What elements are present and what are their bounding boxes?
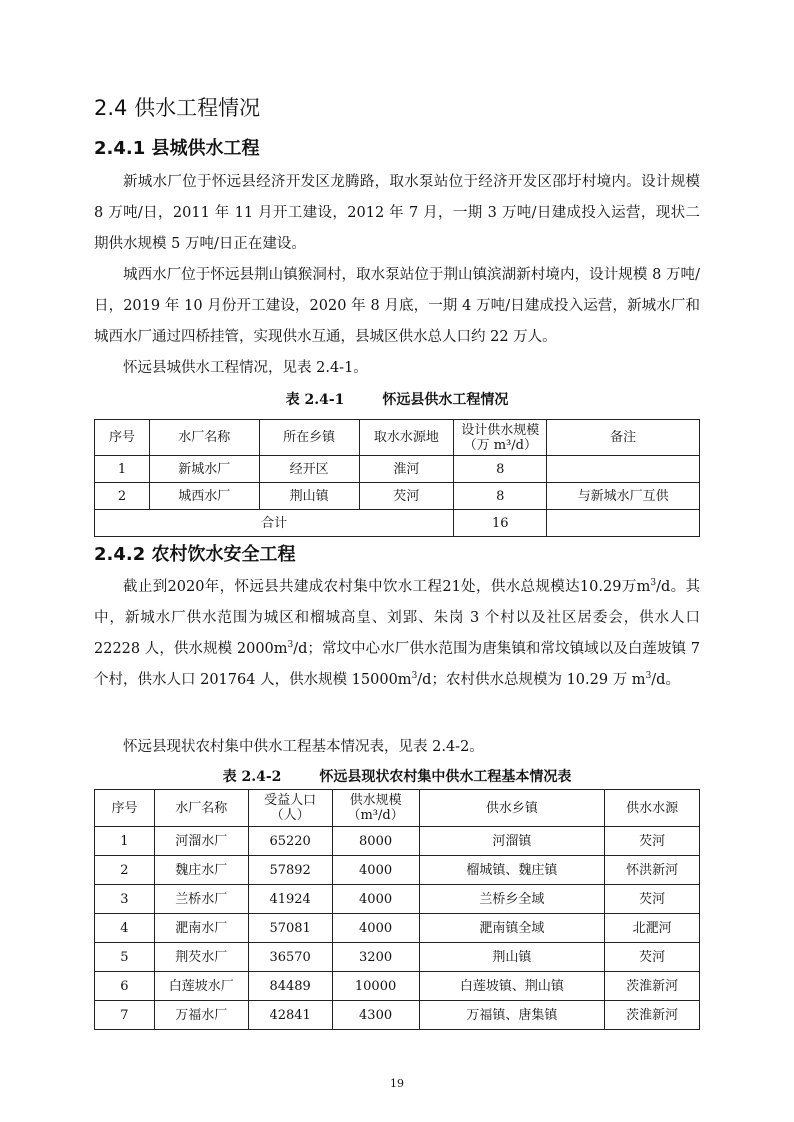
- table-cell: 2: [95, 483, 150, 510]
- table-cell: 北淝河: [605, 914, 700, 943]
- table-cell: 榴城镇、魏庄镇: [419, 856, 605, 885]
- table-cell: 城西水厂: [149, 483, 259, 510]
- text-run: /d。: [651, 672, 680, 688]
- table1-caption: [94, 389, 700, 409]
- table-header-cell: [248, 790, 332, 827]
- table-row: [95, 972, 700, 1001]
- table-cell: 万福水厂: [154, 1001, 248, 1030]
- table-header-cell: 水厂名称: [154, 790, 248, 827]
- table-row: [95, 885, 700, 914]
- table2-caption: [94, 766, 700, 786]
- table-cell: 怀洪新河: [605, 856, 700, 885]
- table-cell: 4: [95, 914, 155, 943]
- table-cell: 65220: [248, 827, 332, 856]
- table-header-line: （人）: [270, 808, 310, 823]
- table-cell: 芡河: [359, 483, 454, 510]
- section-title: 2.4 供水工程情况: [94, 96, 261, 120]
- table-cell: 河溜水厂: [154, 827, 248, 856]
- table-row: [95, 914, 700, 943]
- table-cell: 茨淮新河: [605, 1001, 700, 1030]
- superscript: 3: [650, 578, 657, 589]
- table-cell: 3: [95, 885, 155, 914]
- table-cell: 荆山镇: [419, 943, 605, 972]
- table-cell: 10000: [332, 972, 419, 1001]
- table-cell: 4300: [332, 1001, 419, 1030]
- table-header-cell: [332, 790, 419, 827]
- table-cell: 3200: [332, 943, 419, 972]
- table-row: [95, 827, 700, 856]
- table1-total-row: [95, 510, 700, 537]
- table1-caption-title: 怀远县供水工程情况: [382, 392, 509, 408]
- table-header-line: （m³/d）: [347, 808, 404, 823]
- table-header-line: 受益人口: [264, 793, 317, 808]
- table-header-cell: 取水水源地: [359, 420, 454, 456]
- table2-body: [95, 827, 700, 1030]
- text-run: /d。其中，新城水厂供水范围为城区和榴城高皇、刘郢、朱岗 3 个村以及社区居委会，供水人口 22228 人，供水规模 2000m: [94, 579, 700, 657]
- text-run: 截止到2020年，怀远县共建成农村集中饮水工程21处，供水总规模达10.29万m: [123, 579, 651, 595]
- table1-header-row: [95, 420, 700, 456]
- table-cell: 荆山镇: [259, 483, 359, 510]
- table-row: [95, 1001, 700, 1030]
- table-cell: 1: [95, 827, 155, 856]
- superscript: 3: [411, 671, 418, 682]
- table-cell: [547, 510, 700, 537]
- text-run: /d；常坟中心水厂供水范围为唐集镇和常坟镇域以及白莲坡镇 7 个村，供水人口 201764 人，供水规模 15000m: [94, 641, 700, 688]
- table-cell: 4000: [332, 856, 419, 885]
- table1-caption-number: 表 2.4-1: [285, 392, 345, 408]
- table-header-line: 供水规模: [349, 793, 402, 808]
- table-cell: 经开区: [259, 456, 359, 483]
- table-row: [95, 483, 700, 510]
- table-cell: 芡河: [605, 827, 700, 856]
- table-cell: [547, 456, 700, 483]
- table-row: [95, 456, 700, 483]
- table-cell: 白莲坡水厂: [154, 972, 248, 1001]
- table-cell: 淝南镇全域: [419, 914, 605, 943]
- table-cell: 与新城水厂互供: [547, 483, 700, 510]
- table-cell: 8000: [332, 827, 419, 856]
- table-header-cell: 备注: [547, 420, 700, 456]
- table-cell: 淝南水厂: [154, 914, 248, 943]
- table1: [94, 419, 700, 537]
- table-cell: 芡河: [605, 943, 700, 972]
- table-cell: 万福镇、唐集镇: [419, 1001, 605, 1030]
- table-cell: 荆芡水厂: [154, 943, 248, 972]
- table-header-cell: [454, 420, 547, 456]
- table-cell: 7: [95, 1001, 155, 1030]
- table-total-label: 合计: [95, 510, 454, 537]
- table-cell: 白莲坡镇、荆山镇: [419, 972, 605, 1001]
- paragraph-table-ref-1: 怀远县城供水工程情况，见表 2.4-1。: [123, 360, 368, 376]
- table-cell: 茨淮新河: [605, 972, 700, 1001]
- table2: [94, 789, 700, 1030]
- table-cell: 魏庄水厂: [154, 856, 248, 885]
- table-cell: 57081: [248, 914, 332, 943]
- table-header-cell: 供水水源: [605, 790, 700, 827]
- paragraph-xincheng: 新城水厂位于怀远县经济开发区龙腾路，取水泵站位于经济开发区邵圩村境内。设计规模 8 万吨/日，2011 年 11 月开工建设，2012 年 7 月，一期 3 万吨/日建成投入运营，现状二期供水规模 5 万吨/日正在建设。: [94, 174, 700, 252]
- table-header-cell: 序号: [95, 790, 155, 827]
- table-total-value: 16: [454, 510, 547, 537]
- table-row: [95, 943, 700, 972]
- table2-caption-number: 表 2.4-2: [222, 769, 282, 785]
- table-cell: 兰桥水厂: [154, 885, 248, 914]
- table-header-line: 设计供水规模: [461, 422, 540, 438]
- table2-caption-title: 怀远县现状农村集中供水工程基本情况表: [319, 769, 572, 785]
- table-cell: 兰桥乡全域: [419, 885, 605, 914]
- table-row: [95, 856, 700, 885]
- text-run: /d；农村供水总规模为 10.29 万 m: [417, 672, 646, 688]
- table-cell: 芡河: [605, 885, 700, 914]
- table-cell: 4000: [332, 914, 419, 943]
- table-header-cell: 供水乡镇: [419, 790, 605, 827]
- subsection-title-rural: 2.4.2 农村饮水安全工程: [94, 544, 296, 565]
- table-header-line: （万 m³/d）: [463, 437, 537, 453]
- table-cell: 36570: [248, 943, 332, 972]
- table-cell: 5: [95, 943, 155, 972]
- paragraph-rural-summary: [94, 572, 700, 696]
- page-number: 19: [390, 1077, 404, 1090]
- table-header-cell: 序号: [95, 420, 150, 456]
- table2-header-row: [95, 790, 700, 827]
- table-cell: 2: [95, 856, 155, 885]
- table-cell: 42841: [248, 1001, 332, 1030]
- superscript: 3: [645, 671, 652, 682]
- table-cell: 84489: [248, 972, 332, 1001]
- table-cell: 8: [454, 483, 547, 510]
- table-cell: 8: [454, 456, 547, 483]
- table-cell: 6: [95, 972, 155, 1001]
- table-cell: 河溜镇: [419, 827, 605, 856]
- table-cell: 淮河: [359, 456, 454, 483]
- table-cell: 4000: [332, 885, 419, 914]
- table-header-cell: 所在乡镇: [259, 420, 359, 456]
- superscript: 3: [287, 640, 294, 651]
- table-cell: 新城水厂: [149, 456, 259, 483]
- table-cell: 57892: [248, 856, 332, 885]
- subsection-title-county: 2.4.1 县城供水工程: [94, 138, 260, 159]
- table-cell: 1: [95, 456, 150, 483]
- paragraph-table-ref-2: 怀远县现状农村集中供水工程基本情况表，见表 2.4-2。: [123, 739, 484, 755]
- table-header-cell: 水厂名称: [149, 420, 259, 456]
- table-cell: 41924: [248, 885, 332, 914]
- paragraph-chengxi: 城西水厂位于怀远县荆山镇猴洞村，取水泵站位于荆山镇滨湖新村境内，设计规模 8 万吨/日，2019 年 10 月份开工建设，2020 年 8 月底，一期 4 万吨/日建成投入运营，新城水厂和城西水厂通过四桥挂管，实现供水互通，县城区供水总人口约 22 万人。: [94, 267, 700, 345]
